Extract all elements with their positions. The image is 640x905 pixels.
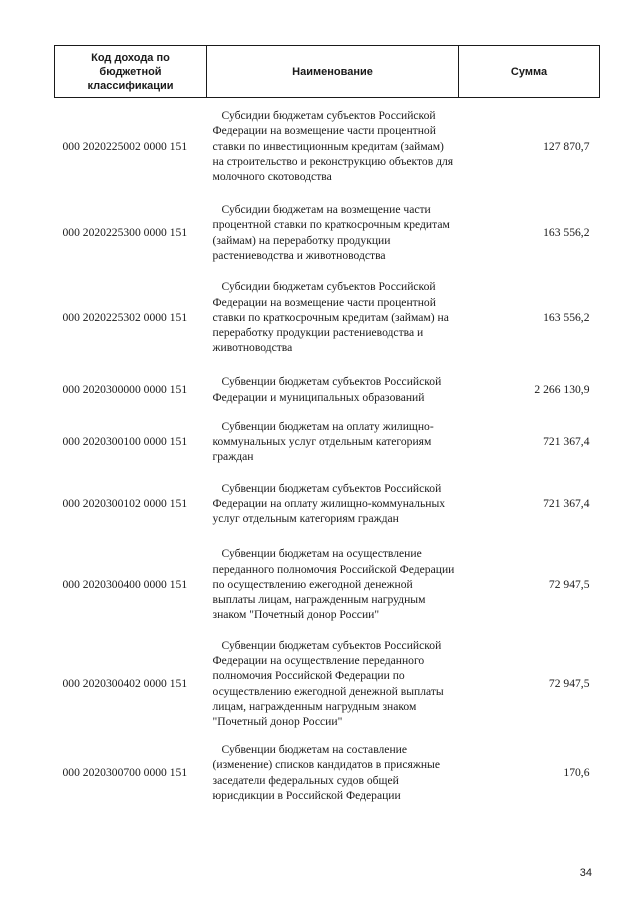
row-sum: 127 870,7 <box>543 139 590 153</box>
table-row <box>55 469 600 539</box>
header-code: Код дохода по бюджетной классификации <box>55 46 207 98</box>
row-name <box>207 98 459 195</box>
table-row <box>55 539 600 631</box>
row-name-text: Субсидии бюджетам субъектов Российской Федерации на возмещение части процентной ставки по инвестиционным кредитам (займам) на строительство и реконструкцию объектов для молочного скотоводства <box>212 109 454 184</box>
row-name-text: Субвенции бюджетам субъектов Российской Федерации на оплату жилищно-коммунальных услуг отдельным категориям граждан <box>212 481 446 526</box>
row-code: 000 2020300102 0000 151 <box>62 496 188 510</box>
table-row <box>55 98 600 195</box>
row-name-text: Субвенции бюджетам на осуществление переданного полномочия Российской Федерации по осуществлению ежегодной денежной выплаты лицам, награжденным нагрудным знаком "Почетный донор России" <box>212 547 455 622</box>
row-sum: 163 556,2 <box>543 310 590 324</box>
row-name-text: Субсидии бюджетам на возмещение части процентной ставки по краткосрочным кредитам (займам) на переработку продукции растениеводства и животноводства <box>212 202 450 262</box>
table-row <box>55 195 600 271</box>
row-name <box>207 539 459 631</box>
row-name <box>207 365 459 415</box>
row-name-text: Субвенции бюджетам субъектов Российской Федерации и муниципальных образований <box>212 375 442 404</box>
row-sum: 163 556,2 <box>543 225 590 239</box>
table-row <box>55 631 600 737</box>
row-sum: 72 947,5 <box>548 676 590 690</box>
table-row <box>55 415 600 469</box>
row-sum: 2 266 130,9 <box>534 382 590 396</box>
page-number: 34 <box>579 867 592 879</box>
row-name <box>207 737 459 809</box>
row-name <box>207 415 459 469</box>
table-row <box>55 365 600 415</box>
row-sum: 170,6 <box>563 765 590 779</box>
row-name <box>207 271 459 365</box>
row-name <box>207 631 459 737</box>
row-name <box>207 469 459 539</box>
row-name-text: Субсидии бюджетам субъектов Российской Федерации на возмещение части процентной ставки по краткосрочным кредитам (займам) на переработку продукции растениеводства и животноводства <box>212 280 449 355</box>
row-name-text: Субвенции бюджетам субъектов Российской Федерации на осуществление переданного полномочия Российской Федерации по осуществлению ежегодной денежной выплаты лицам, награжденным нагрудным знаком "Почетный донор России" <box>212 638 444 729</box>
header-sum: Сумма <box>459 46 600 98</box>
row-name-text: Субвенции бюджетам на оплату жилищно-коммунальных услуг отдельным категориям граждан <box>212 419 434 464</box>
header-name: Наименование <box>207 46 459 98</box>
row-name <box>207 195 459 271</box>
table-row <box>55 737 600 809</box>
table-row <box>55 271 600 365</box>
row-sum: 72 947,5 <box>548 577 590 591</box>
budget-revenue-table <box>54 45 600 809</box>
row-sum: 721 367,4 <box>543 434 590 448</box>
row-code: 000 2020300402 0000 151 <box>62 676 188 690</box>
row-code: 000 2020225002 0000 151 <box>62 139 188 153</box>
row-code: 000 2020300700 0000 151 <box>62 765 188 779</box>
row-code: 000 2020300000 0000 151 <box>62 382 188 396</box>
row-sum: 721 367,4 <box>543 496 590 510</box>
row-name-text: Субвенции бюджетам на составление (изменение) списков кандидатов в присяжные заседатели федеральных судов общей юрисдикции в Российской Федерации <box>212 742 440 802</box>
row-code: 000 2020225302 0000 151 <box>62 310 188 324</box>
row-code: 000 2020300400 0000 151 <box>62 577 188 591</box>
table-header-row <box>55 46 600 98</box>
row-code: 000 2020225300 0000 151 <box>62 225 188 239</box>
row-code: 000 2020300100 0000 151 <box>62 434 188 448</box>
